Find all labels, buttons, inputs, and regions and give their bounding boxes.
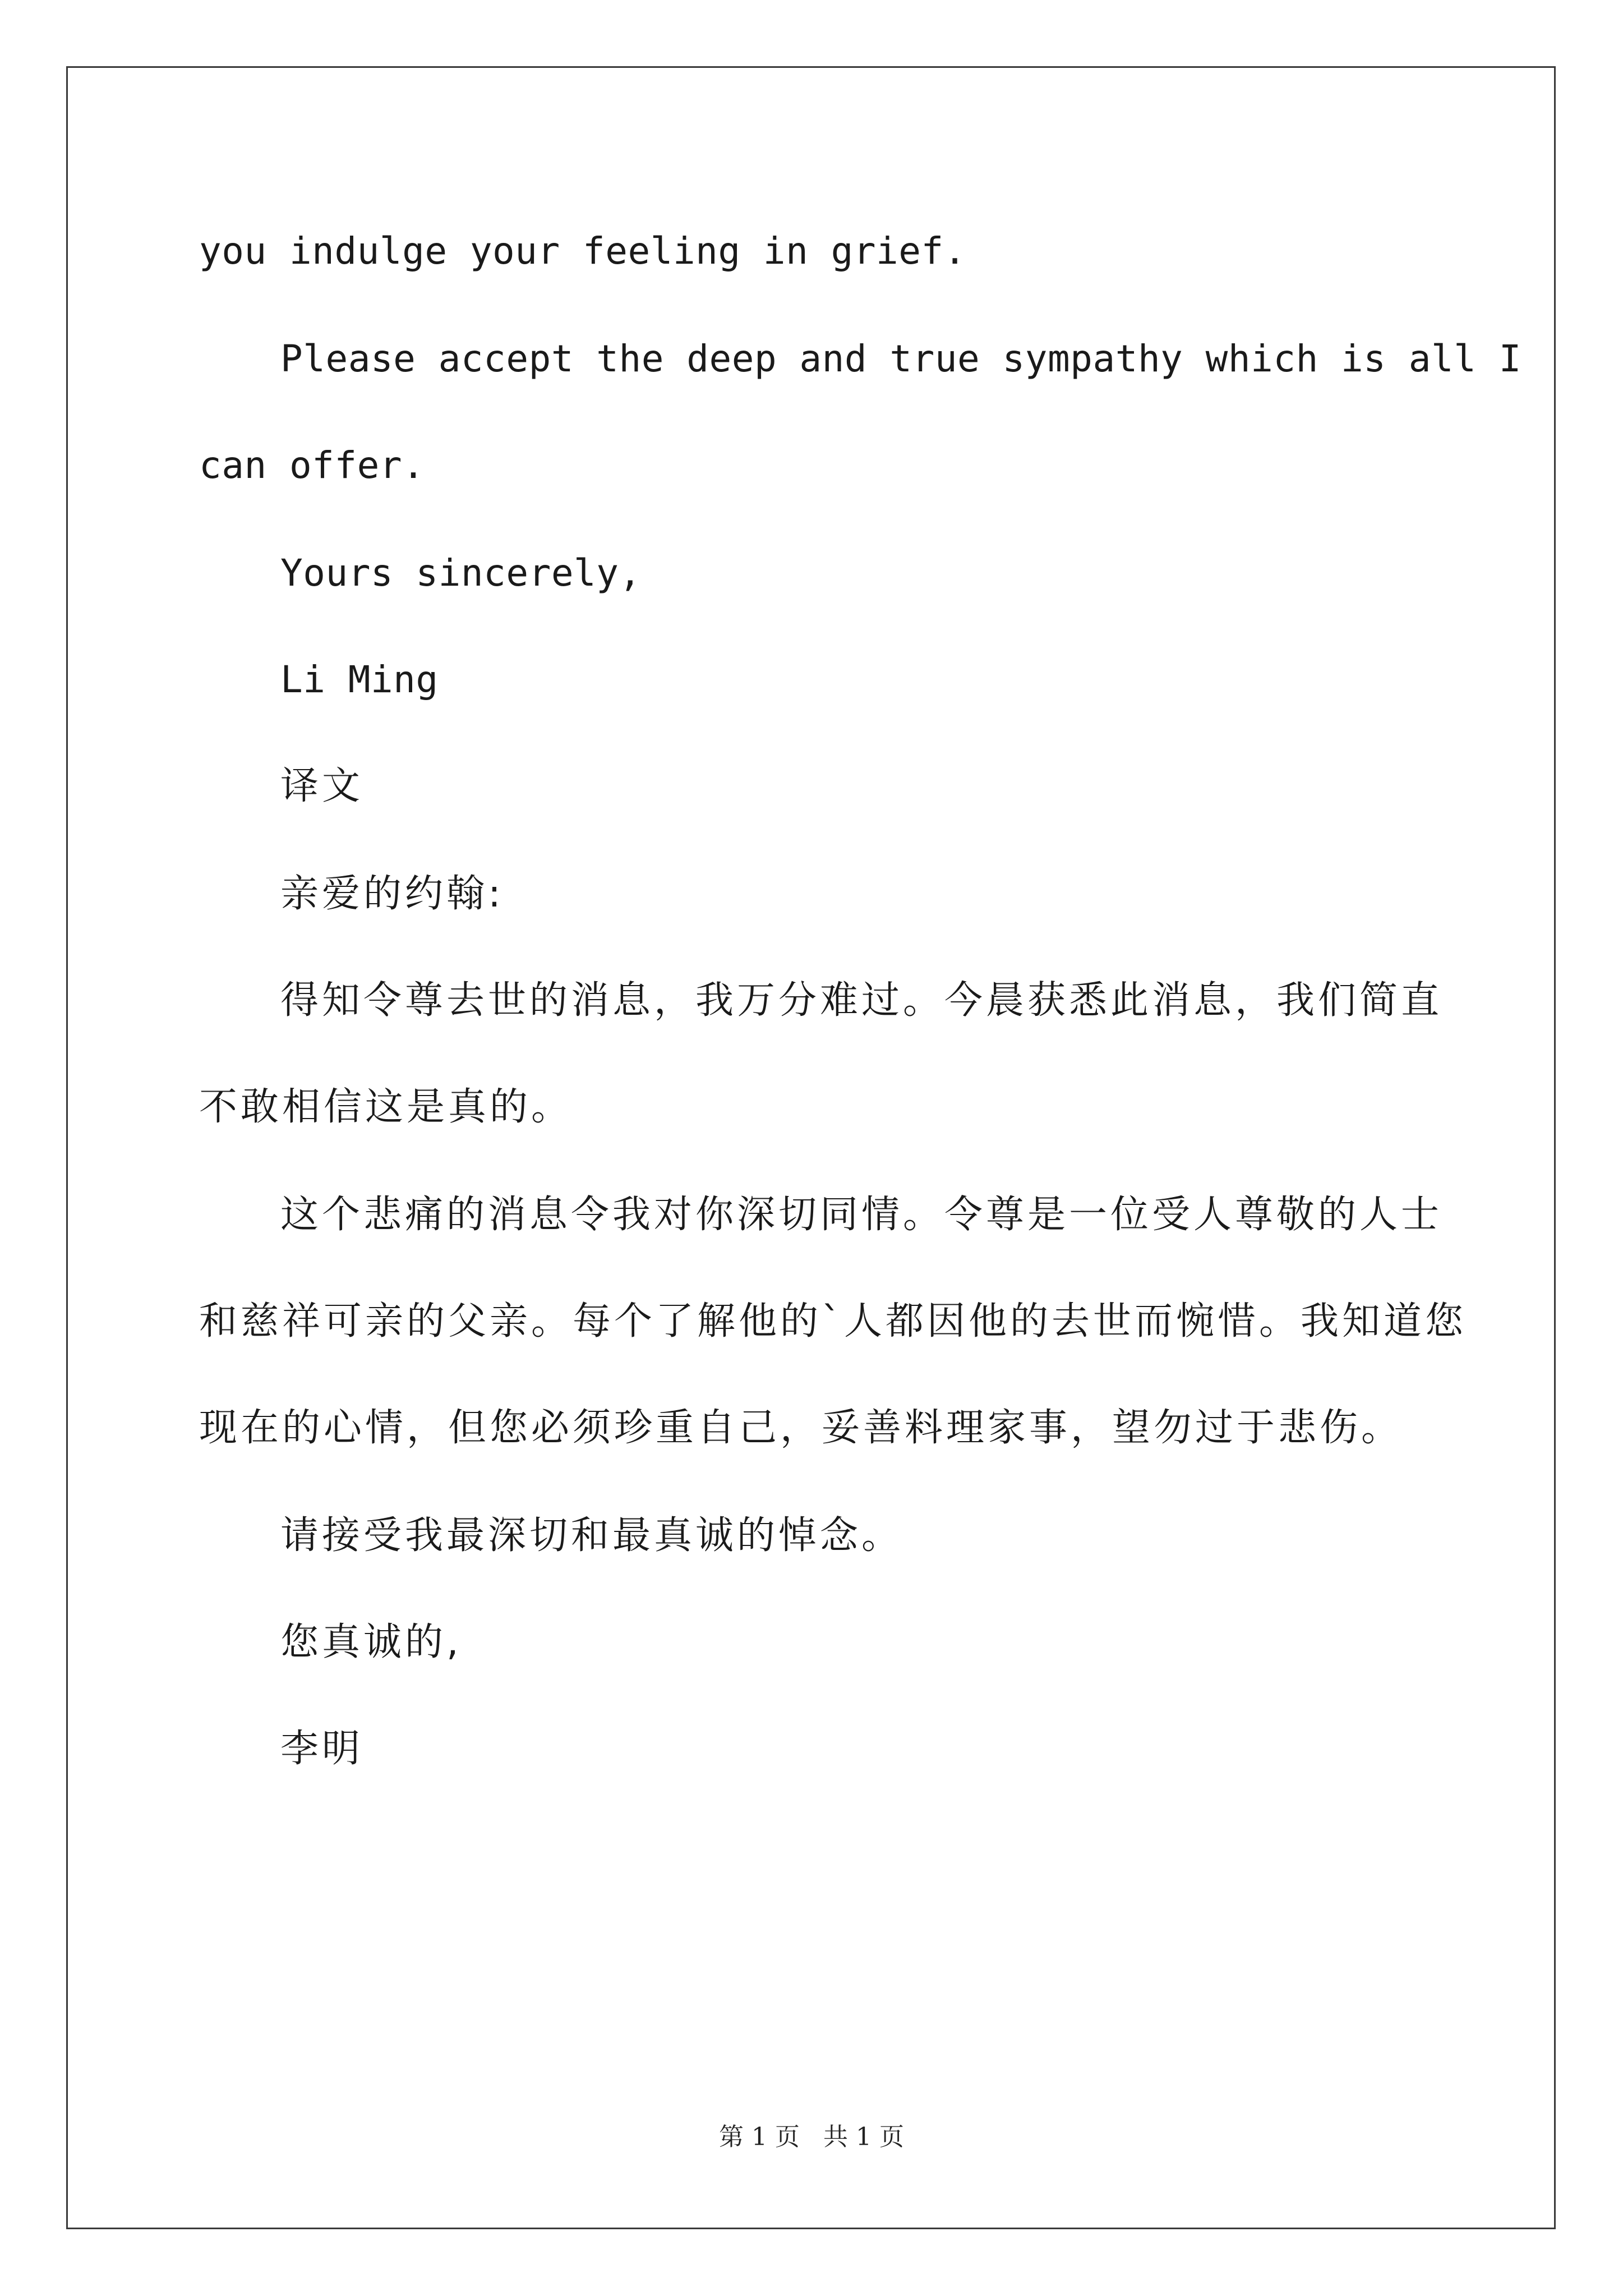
signature-text: 李明 bbox=[280, 1727, 364, 1771]
letter-line: 不敢相信这是真的。 bbox=[199, 1085, 573, 1129]
letter-line: 请接受我最深切和最真诚的悼念。 bbox=[280, 1513, 903, 1558]
signature-text: Li Ming bbox=[280, 658, 439, 701]
letter-line: 和慈祥可亲的父亲。每个了解他的`人都因他的去世而惋惜。我知道您 bbox=[199, 1299, 1467, 1343]
letter-line: Please accept the deep and true sympathy which is all I bbox=[280, 337, 1521, 380]
translation-heading: 译文 bbox=[280, 764, 364, 808]
closing-text: 您真诚的, bbox=[280, 1620, 462, 1664]
letter-line: you indulge your feeling in grief. bbox=[199, 229, 967, 273]
letter-line: 得知令尊去世的消息，我万分难过。今晨获悉此消息，我们简直 bbox=[280, 978, 1443, 1023]
letter-line: can offer. bbox=[199, 444, 425, 487]
salutation-text: 亲爱的约翰: bbox=[280, 872, 504, 916]
page-border bbox=[66, 66, 1556, 2229]
letter-line: 这个悲痛的消息令我对你深切同情。令尊是一位受人尊敬的人士 bbox=[280, 1193, 1443, 1237]
closing-text: Yours sincerely, bbox=[280, 551, 642, 595]
page-footer: 第 1 页 共 1 页 bbox=[719, 2123, 904, 2151]
letter-line: 现在的心情，但您必须珍重自己，妥善料理家事，望勿过于悲伤。 bbox=[199, 1406, 1403, 1450]
